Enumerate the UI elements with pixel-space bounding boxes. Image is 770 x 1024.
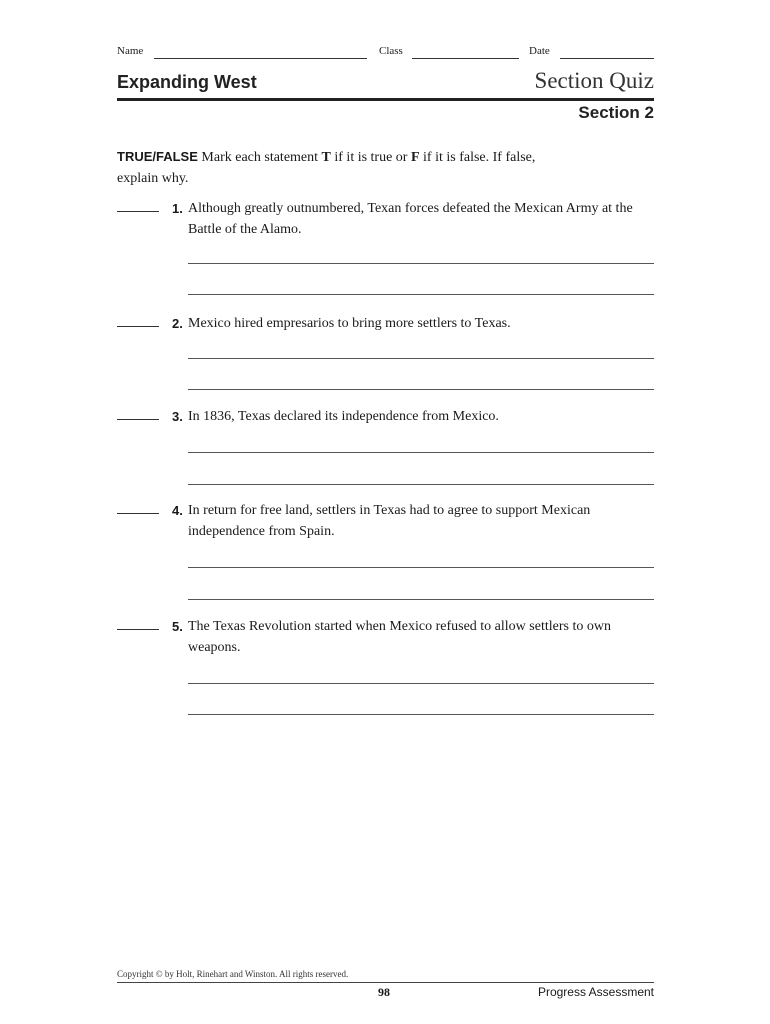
class-label: Class <box>379 45 403 57</box>
instructions-t: T <box>321 150 331 165</box>
date-field[interactable] <box>560 58 654 59</box>
explanation-line[interactable] <box>188 389 654 390</box>
explanation-line[interactable] <box>188 683 654 684</box>
answer-blank[interactable] <box>117 419 159 420</box>
instructions-lead: TRUE/FALSE <box>117 149 198 164</box>
copyright-notice: Copyright © by Holt, Rinehart and Winston. All rights reserved. <box>117 969 349 979</box>
question-number: 3. <box>172 409 183 424</box>
explanation-line[interactable] <box>188 452 654 453</box>
name-field[interactable] <box>154 58 367 59</box>
question-number: 2. <box>172 316 183 331</box>
question-text: In return for free land, settlers in Texas had to agree to support Mexican independence from Spain. <box>188 503 591 539</box>
page-title: Expanding West <box>117 72 257 92</box>
explanation-line[interactable] <box>188 484 654 485</box>
answer-blank[interactable] <box>117 326 159 327</box>
question-text: Although greatly outnumbered, Texan forces defeated the Mexican Army at the Battle of the Alamo. <box>188 201 633 237</box>
question-number: 5. <box>172 619 183 634</box>
question-text: Mexico hired empresarios to bring more settlers to Texas. <box>188 316 511 331</box>
footer-rule <box>117 982 654 983</box>
name-label: Name <box>117 45 144 57</box>
answer-blank[interactable] <box>117 513 159 514</box>
instructions-text-2: if it is true or <box>330 150 411 165</box>
section-label: Section 2 <box>578 103 654 122</box>
date-label: Date <box>529 45 550 57</box>
instructions-f: F <box>410 150 420 165</box>
student-info-fields <box>117 45 654 61</box>
explanation-line[interactable] <box>188 294 654 295</box>
header-rule <box>117 98 654 101</box>
answer-blank[interactable] <box>117 211 159 212</box>
quiz-label: Section Quiz <box>534 68 654 93</box>
class-field[interactable] <box>412 58 519 59</box>
progress-assessment-label: Progress Assessment <box>537 985 654 999</box>
instructions-text-1: Mark each statement <box>197 150 322 165</box>
instructions-text-3: if it is false. If false, explain why. <box>117 150 536 186</box>
explanation-line[interactable] <box>188 358 654 359</box>
explanation-line[interactable] <box>188 599 654 600</box>
question-text: In 1836, Texas declared its independence from Mexico. <box>188 409 499 424</box>
explanation-line[interactable] <box>188 567 654 568</box>
explanation-line[interactable] <box>188 714 654 715</box>
answer-blank[interactable] <box>117 629 159 630</box>
explanation-line[interactable] <box>188 263 654 264</box>
question-number: 4. <box>172 503 183 518</box>
question-number: 1. <box>172 201 183 216</box>
question-text: The Texas Revolution started when Mexico refused to allow settlers to own weapons. <box>188 619 611 655</box>
instructions <box>117 146 557 189</box>
page-number: 98 <box>378 985 390 999</box>
